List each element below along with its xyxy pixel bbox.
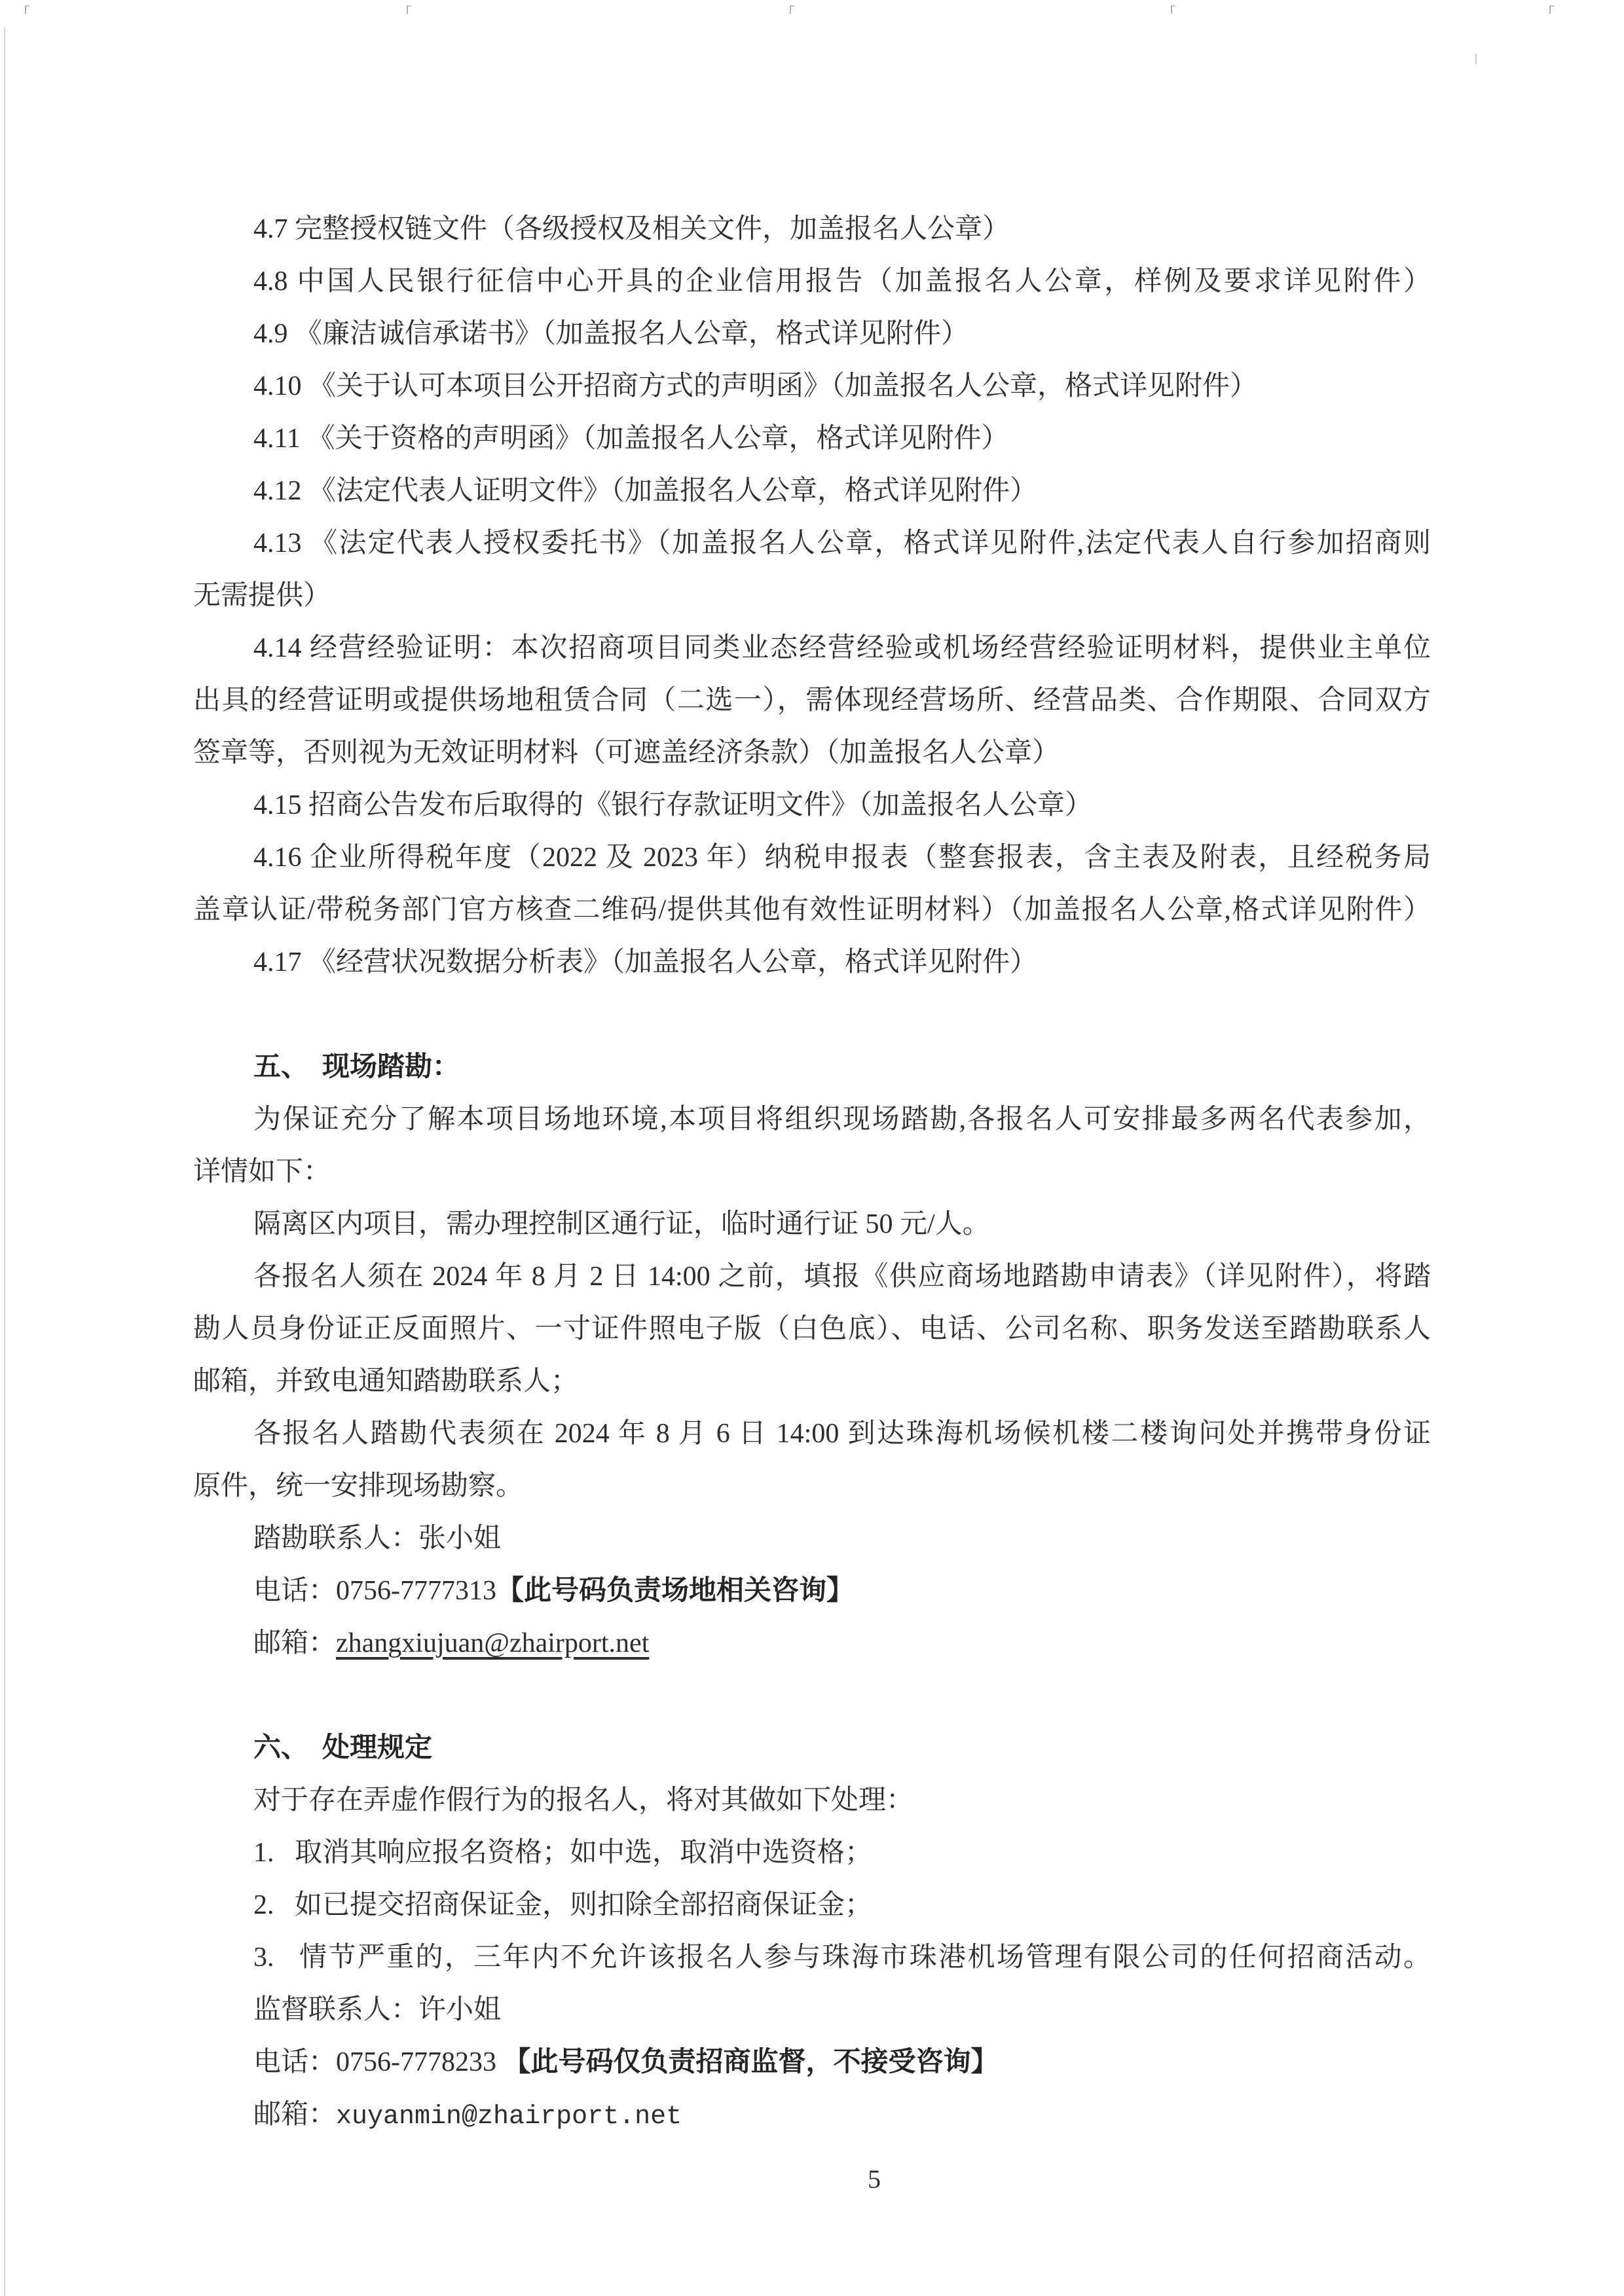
spacer	[193, 989, 1431, 1041]
scan-tick-mark	[790, 5, 794, 14]
section5-paragraph: 邮箱，并致电通知踏勘联系人；	[193, 1366, 579, 1396]
requirement-item-4-14-continuation: 出具的经营证明或提供场地租赁合同（二选一），需体现经营场所、经营品类、合作期限、合同双方	[193, 685, 1431, 716]
requirement-item-4-8: 4.8 中国人民银行征信中心开具的企业信用报告（加盖报名人公章，样例及要求详见附件）	[253, 266, 1431, 297]
section5-heading: 五、 现场踏勘：	[253, 1052, 460, 1082]
section5-paragraph: 隔离区内项目，需办理控制区通行证，临时通行证 50 元/人。	[253, 1209, 990, 1239]
spacer	[193, 1669, 1431, 1722]
section5-paragraph: 各报名人踏勘代表须在 2024 年 8 月 6 日 14:00 到达珠海机场候机楼二楼询问处并携带身份证	[253, 1419, 1431, 1449]
scan-tick-mark	[1171, 5, 1175, 14]
section6-rule-1: 1. 取消其响应报名资格；如中选，取消中选资格；	[253, 1838, 873, 1868]
requirement-item-4-12: 4.12 《法定代表人证明文件》（加盖报名人公章，格式详见附件）	[253, 476, 1038, 506]
survey-phone-number: 电话：0756-7777313	[253, 1576, 496, 1606]
survey-phone-note: 【此号码负责场地相关咨询】	[496, 1576, 855, 1606]
supervision-phone-note: 【此号码仅负责招商监督，不接受咨询】	[503, 2047, 999, 2077]
requirement-item-4-9: 4.9 《廉洁诚信承诺书》（加盖报名人公章，格式详见附件）	[253, 319, 969, 349]
page-content	[193, 203, 1431, 2141]
section5-paragraph: 勘人员身份证正反面照片、一寸证件照电子版（白色底）、电话、公司名称、职务发送至踏勘联系人	[193, 1314, 1431, 1344]
section6-intro: 对于存在弄虚作假行为的报名人，将对其做如下处理：	[253, 1785, 914, 1815]
supervision-phone-number: 电话：0756-7778233	[253, 2047, 504, 2077]
section5-paragraph: 原件，统一安排现场勘察。	[193, 1471, 524, 1501]
requirement-item-4-13: 4.13 《法定代表人授权委托书》（加盖报名人公章，格式详见附件,法定代表人自行参加招商则	[253, 528, 1431, 558]
scan-tick-mark	[407, 5, 411, 14]
survey-email-label: 邮箱：	[253, 1628, 337, 1658]
supervision-email-label: 邮箱：	[253, 2100, 337, 2130]
scan-tick-mark	[25, 5, 29, 14]
requirement-item-4-11: 4.11 《关于资格的声明函》（加盖报名人公章，格式详见附件）	[253, 424, 1009, 454]
scan-stray-mark	[1475, 54, 1477, 64]
section6-rule-2: 2. 如已提交招商保证金，则扣除全部招商保证金；	[253, 1890, 873, 1920]
section5-paragraph: 各报名人须在 2024 年 8 月 2 日 14:00 之前，填报《供应商场地踏勘申请表》（详见附件），将踏	[253, 1262, 1431, 1292]
requirement-item-4-17: 4.17 《经营状况数据分析表》（加盖报名人公章，格式详见附件）	[253, 947, 1038, 977]
requirement-item-4-16: 4.16 企业所得税年度（2022 及 2023 年）纳税申报表（整套报表，含主表及附表，且经税务局	[253, 843, 1431, 873]
supervision-email-address: xuyanmin@zhairport.net	[336, 2102, 682, 2132]
requirement-item-4-16-continuation: 盖章认证/带税务部门官方核查二维码/提供其他有效性证明材料）（加盖报名人公章,格式详见附件）	[193, 895, 1431, 925]
survey-phone-line	[193, 1565, 1431, 1617]
requirement-item-4-13-continuation: 无需提供）	[193, 581, 331, 611]
section5-paragraph: 详情如下：	[193, 1157, 331, 1187]
survey-email-line	[193, 1617, 1431, 1669]
requirement-item-4-14: 4.14 经营经验证明：本次招商项目同类业态经营经验或机场经营经验证明材料，提供业主单位	[253, 633, 1431, 663]
scan-tick-mark	[1549, 5, 1554, 14]
requirement-item-4-10: 4.10 《关于认可本项目公开招商方式的声明函》（加盖报名人公章，格式详见附件）	[253, 371, 1258, 401]
requirement-item-4-14-continuation: 签章等，否则视为无效证明材料（可遮盖经济条款）（加盖报名人公章）	[193, 738, 1060, 768]
survey-contact-person: 踏勘联系人：张小姐	[253, 1523, 502, 1554]
supervision-email-line	[193, 2088, 1431, 2141]
requirement-item-4-7: 4.7 完整授权链文件（各级授权及相关文件，加盖报名人公章）	[253, 214, 1010, 244]
requirement-item-4-15: 4.15 招商公告发布后取得的《银行存款证明文件》（加盖报名人公章）	[253, 790, 1093, 820]
scan-edge-line	[4, 27, 5, 2296]
section6-rule-3: 3. 情节严重的，三年内不允许该报名人参与珠海市珠港机场管理有限公司的任何招商活动。	[253, 1942, 1431, 1973]
supervision-contact-person: 监督联系人：许小姐	[253, 1995, 502, 2025]
section6-heading: 六、 处理规定	[253, 1733, 433, 1763]
section5-paragraph: 为保证充分了解本项目场地环境,本项目将组织现场踏勘,各报名人可安排最多两名代表参加，	[253, 1104, 1431, 1135]
survey-email-link[interactable]: zhangxiujuan@zhairport.net	[336, 1628, 650, 1658]
page-number: 5	[868, 2164, 881, 2194]
supervision-phone-line	[193, 2036, 1431, 2088]
